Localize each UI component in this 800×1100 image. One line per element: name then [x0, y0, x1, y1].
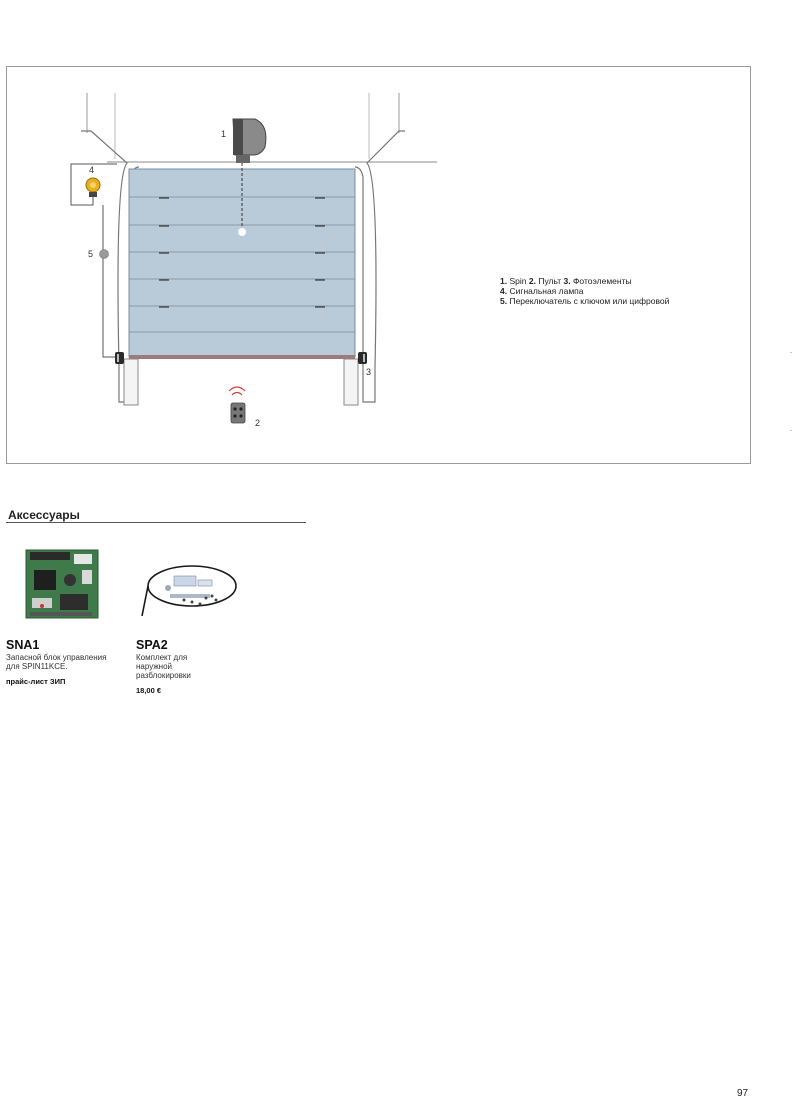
product-sna1 [6, 638, 106, 686]
section-divider [6, 522, 306, 523]
product-code: SNA1 [6, 638, 40, 652]
signal-wave-outer [229, 387, 245, 391]
door-bottom-seal [129, 355, 355, 359]
legend-line-3 [500, 296, 669, 306]
legend-line-1 [500, 276, 669, 286]
diagram-legend [500, 276, 669, 306]
switch-wire [103, 205, 119, 357]
product-code: SPA2 [136, 638, 168, 652]
legend-line-2 [500, 286, 669, 296]
product-description [136, 653, 191, 680]
product-description [6, 653, 106, 671]
callout-motor: 1 [221, 129, 227, 139]
legend-text-3: Фотоэлементы [572, 276, 632, 286]
page-number: 97 [737, 1088, 749, 1099]
callout-lamp: 4 [89, 165, 95, 175]
remote-control [231, 403, 245, 423]
legend-num-4: 4. [500, 286, 508, 296]
accessories-heading: Аксессуары [8, 508, 80, 522]
product-desc-line: Комплект для [136, 653, 188, 662]
product-desc-line: Запасной блок управления [6, 653, 107, 662]
legend-num-2: 2. [528, 276, 536, 286]
product-pricelist-note: прайс-лист ЗИП [6, 677, 66, 686]
callout-photocells: 3 [366, 367, 372, 377]
signal-wave-inner [232, 393, 242, 396]
installation-diagram [6, 66, 751, 464]
control-board-image [24, 546, 102, 622]
post-right [344, 359, 358, 405]
legend-text-2: Пульт [538, 276, 562, 286]
legend-num-5: 5. [500, 296, 508, 306]
garage-door-diagram [7, 67, 752, 465]
legend-num-1: 1. [500, 276, 508, 286]
legend-text-5: Переключатель с ключом или цифровой [509, 296, 670, 306]
callout-remote: 2 [255, 418, 261, 428]
product-spa2 [136, 638, 191, 695]
product-desc-line: для SPIN11KCE. [6, 662, 68, 671]
product-price: 18,00 € [136, 686, 162, 695]
key-switch [100, 250, 109, 259]
motor-arm-joint [239, 229, 246, 236]
legend-text-1: Spin [509, 276, 527, 286]
product-desc-line: разблокировки [136, 671, 191, 680]
legend-text-4: Сигнальная лампа [509, 286, 584, 296]
release-kit-image [134, 558, 244, 620]
legend-num-3: 3. [563, 276, 571, 286]
product-desc-line: наружной [136, 662, 173, 671]
post-left [124, 359, 138, 405]
callout-switch: 5 [88, 249, 94, 259]
photocell-left [115, 352, 124, 364]
photocell-right [358, 352, 367, 364]
